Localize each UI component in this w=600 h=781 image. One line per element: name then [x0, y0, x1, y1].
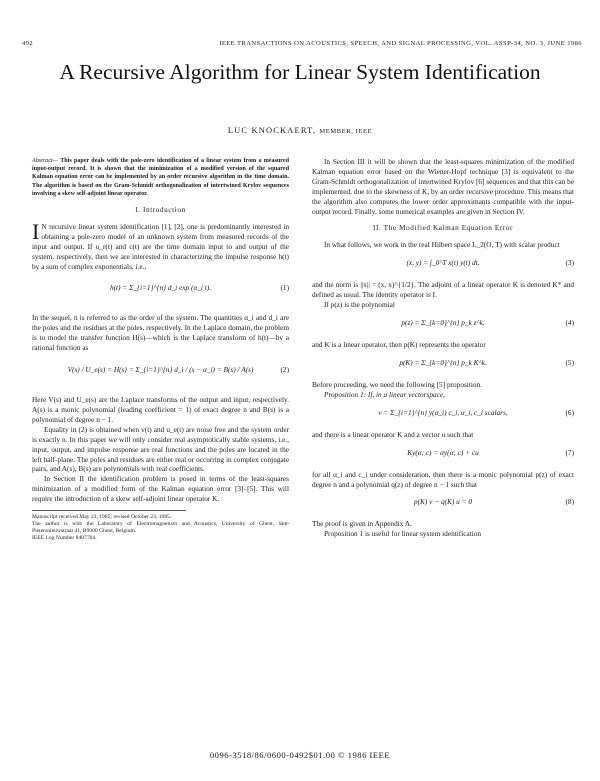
footnote-affiliation: The author is with the Laboratory of Electromagnetism and Acoustics, University of Ghent, Sint-Pietersnieuwstraat 41, B9000 Ghent, Belgium. — [32, 521, 290, 535]
footnote-log: IEEE Log Number 8407704. — [32, 535, 97, 542]
equation-3 — [312, 254, 574, 276]
equation-4 — [312, 314, 574, 336]
intro-paragraph-1-text: N recursive linear system identification [1], [2], one is predominantly interested in obtaining a pole-zero model of an unknown system from measured records of the input and output. If u_r(t) and c(t) are the time domain input to and output of the system, respectively, then we are interested in characterizing the impulse response h(t) by a sum of complex exponentials, i.e., — [32, 221, 289, 271]
footnote — [32, 510, 290, 542]
equation-1-body: h(t) = Σ_{i=1}^{n} d_i exp (α_i t). — [109, 283, 212, 293]
proposition-1 — [312, 390, 574, 400]
right-paragraph-2: In what follows, we work in the real Hilbert space L_2(O, T) with scalar product — [324, 240, 560, 250]
right-paragraph-4: If p(z) is the polynomial — [324, 300, 395, 310]
right-paragraph-1: In Section III it will be shown that the least-squares minimization of the modified Kalman equation error based on the Wiener-Hopf technique [3] is equivalent to the Gram-Schmidt orthogonalization of intertwined Krylov [6] sequences and that this can be implemented, due to the skewness of K, by an order recursive procedure. This means that the algorithm also computes the lower order approximants compatible with the input-output record. Finally, some numerical examples are given in Section IV. — [312, 157, 575, 216]
section-heading-introduction: I. Introduction — [135, 206, 186, 215]
right-paragraph-10: Proposition 1 is useful for linear system identification — [324, 529, 482, 539]
journal-header: IEEE TRANSACTIONS ON ACOUSTICS, SPEECH, AND SIGNAL PROCESSING, VOL. ASSP-34, NO. 3, JUNE 1986 — [219, 40, 582, 47]
author-name: LUC KNOCKAERT, — [227, 126, 317, 135]
author-membership: MEMBER, IEEE — [319, 128, 373, 135]
equation-1 — [32, 275, 289, 309]
right-paragraph-3: and the norm is ||x|| = (x, x)^{1/2}. The adjoint of a linear operator K is denoted K* and defined as usual. The identity operator is I. — [312, 280, 574, 300]
abstract-text: This paper deals with the pole-zero identification of a linear system from a measured input-output record. It is shown that the minimization of a modified version of the squared Kalman equation error can be implemented by an order recursive algorithm in the time domain. The algorithm is based on the Gram-Schmidt orthogonalization of intertwined Krylov sequences involving a skew self-adjoint linear operator. — [32, 158, 289, 197]
equation-6-body: v = Σ_{i=1}^{n} y(α_i) c_i, α_i, c_i scalars, — [378, 407, 508, 417]
abstract — [32, 157, 289, 198]
equation-2 — [32, 357, 289, 391]
intro-paragraph-5: In Section II the identification problem is posed in terms of the least-squares minimization of a modified form of the Kalman equation error [3]–[5]. This will require the introduction of a skew self-adjoint linear operator K. — [32, 474, 289, 504]
equation-1-number: (1) — [280, 283, 289, 293]
equation-8 — [312, 493, 574, 515]
drop-cap: I — [32, 218, 40, 244]
right-paragraph-6: Before proceeding, we need the following [5] proposition. — [312, 379, 483, 389]
right-paragraph-5: and K is a linear operator, then p(K) represents the operator — [312, 339, 486, 349]
equation-5-body: p(K) = Σ_{k=0}^{n} p_k K^k. — [399, 357, 487, 367]
equation-7-body: Ky(α; c) = αy(α; c) + cu — [407, 447, 479, 457]
intro-paragraph-4: Equality in (2) is obtained when v(t) and u_e(t) are noise free and the system order is exactly n. In this paper we will only consider real asymptotically stable systems, i.e., input, output, and impulse response are real functions and the poles are located in the left half-plane. The poles and residues are either real or occurring in complex conjugate pairs, and A(s), B(s) are polynomials with real coefficients. — [32, 424, 289, 474]
equation-7 — [312, 444, 574, 466]
author-line — [0, 126, 600, 135]
equation-8-body: p(K) v − q(K) u = 0 — [413, 497, 473, 507]
right-column — [312, 157, 574, 539]
proposition-1-text: If, in a linear vectorspace, — [367, 389, 445, 399]
right-paragraph-7: and there is a linear operator K and a vector u such that — [312, 429, 474, 439]
intro-paragraph-1 — [32, 218, 289, 272]
equation-2-body: V(s) / U_e(s) = H(s) = Σ_{i=1}^{n} d_i / (s − α_i) = B(s) / A(s) — [67, 365, 254, 375]
equation-8-number: (8) — [565, 497, 574, 507]
equation-3-body: (x, y) = ∫_0^T x(t) y(t) dt, — [406, 258, 480, 268]
equation-5-number: (5) — [565, 357, 574, 367]
copyright-line: 0096-3518/86/0600-0492$01.00 © 1986 IEEE — [209, 750, 391, 760]
equation-3-number: (3) — [565, 258, 574, 268]
equation-4-body: p(z) = Σ_{k=0}^{n} p_k z^k, — [401, 317, 485, 327]
equation-7-number: (7) — [565, 447, 574, 457]
footnote-received: Manuscript received May 23, 1985; revised October 23, 1985. — [32, 514, 172, 521]
right-paragraph-9: The proof is given in Appendix A. — [312, 519, 412, 529]
intro-paragraph-2: In the sequel, n is referred to as the order of the system. The quantities α_i and d_i are the poles and the residues at the poles, respectively. In the Laplace domain, the problem is to model the transfer function H(s)—which is the Laplace transform of h(t)—by a rational function as — [32, 313, 289, 353]
paper-title: A Recursive Algorithm for Linear System Identification — [59, 60, 541, 84]
equation-6 — [312, 404, 574, 426]
left-column — [32, 157, 289, 542]
abstract-label: Abstract— — [32, 158, 59, 164]
proposition-1-label: Proposition 1: — [324, 389, 367, 399]
intro-paragraph-3: Here V(s) and U_e(s) are the Laplace transforms of the output and input, respectively. A(s) is a monic polynomial (leading coefficient = 1) of exact degree n and B(s) is a polynomial of degree n − 1. — [32, 395, 289, 424]
equation-5 — [312, 354, 574, 376]
page-number: 492 — [22, 40, 34, 47]
right-paragraph-8: for all α_i and c_i under consideration, then there is a monic polynomial p(z) of exact degree n and a polynomial q(z) of degree n − 1 such that — [312, 469, 574, 489]
equation-2-number: (2) — [280, 365, 289, 375]
equation-6-number: (6) — [565, 407, 574, 417]
equation-4-number: (4) — [565, 317, 574, 327]
section-heading-modified-kalman: II. The Modified Kalman Equation Error — [372, 224, 514, 233]
